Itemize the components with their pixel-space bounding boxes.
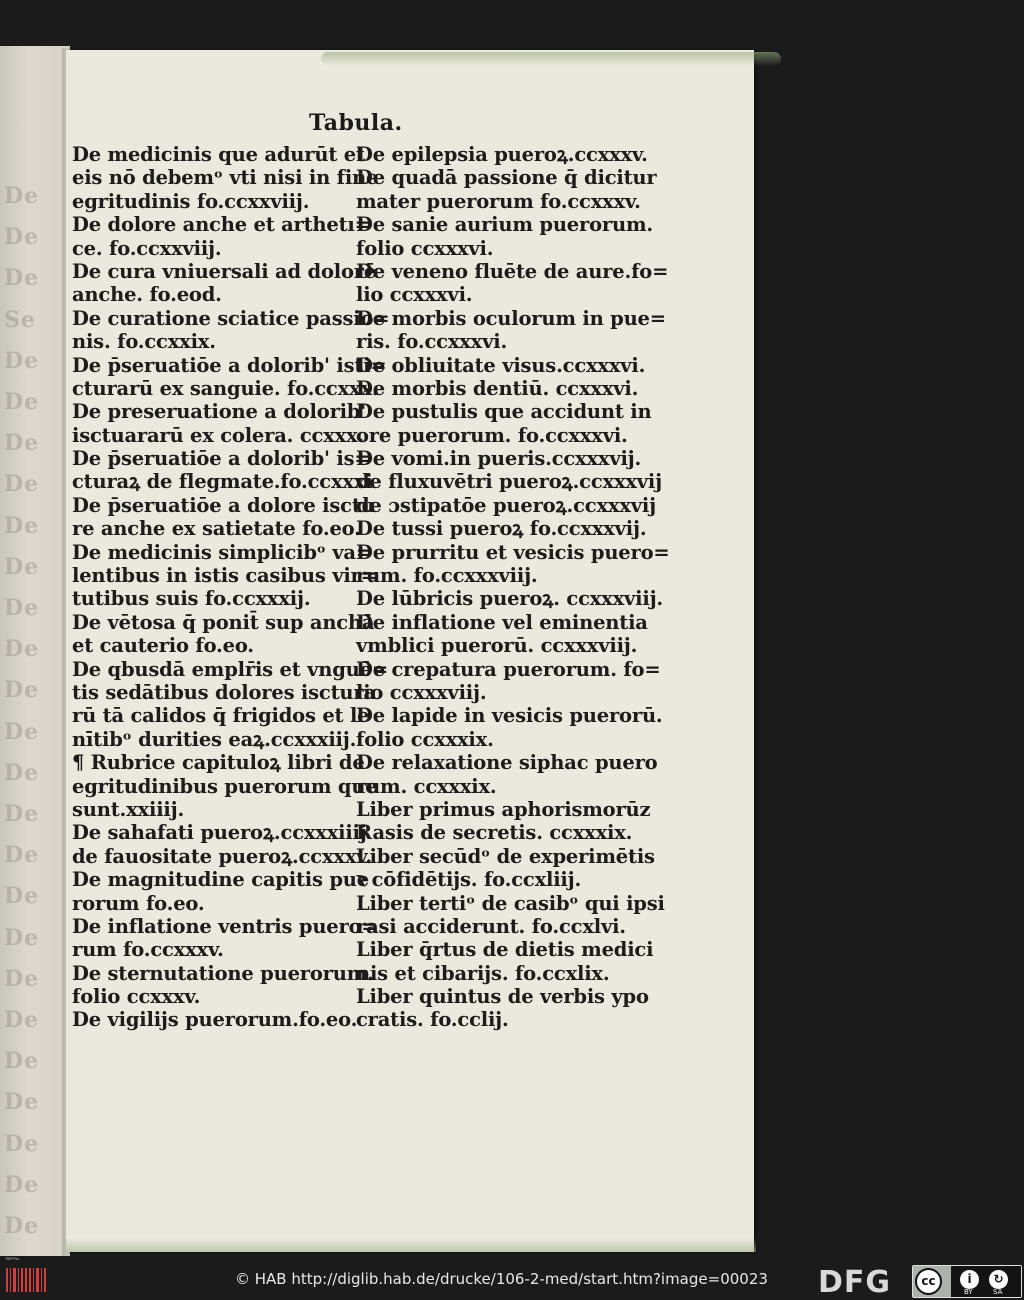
dfg-logo[interactable]: DFG [818, 1265, 892, 1300]
toc-entry-line: De morbis dentiū. ccxxxvi. [356, 376, 639, 400]
toc-entry-line: De curatione sciatice passio= [72, 306, 390, 330]
toc-entry-line: rum fo.ccxxxv. [72, 938, 224, 962]
toc-entry-line: De inflatione ventris puero= [72, 914, 378, 938]
toc-entry-line: Liber quintus de verbis ypo [356, 985, 649, 1009]
toc-entry-line: mater puerorum fo.ccxxxv. [356, 189, 641, 213]
toc-entry-line: De obliuitate visus.ccxxxvi. [356, 353, 646, 377]
toc-entry-line: De crepatura puerorum. fo= [356, 657, 661, 681]
toc-entry-line: et cauterio fo.eo. [72, 634, 254, 658]
toc-entry-line: De magnitudine capitis pue [72, 868, 369, 892]
toc-entry-line: De epilepsia pueroꝝ.ccxxxv. [356, 143, 648, 166]
toc-entry-line: Liber secūdᵒ de experimētis [356, 844, 655, 868]
toc-entry-line: lentibus in istis casibus vir= [72, 564, 377, 588]
toc-entry-line: de fluxuvētri pueroꝝ.ccxxxvij [356, 470, 662, 494]
toc-entry-line: De sternutatione puerorum. [72, 961, 374, 985]
toc-entry-line: De vigilijs puerorum.fo.eo. [72, 1008, 358, 1032]
toc-entry-line: lio ccxxxviij. [356, 680, 487, 704]
toc-entry-line: folio ccxxxvi. [356, 236, 494, 260]
toc-entry-line: De preseruatione a dolorib' [72, 400, 367, 424]
toc-entry-line: rū tā calidos q̄ frigidos et le [72, 704, 370, 728]
toc-entry-line: cturaꝝ de flegmate.fo.ccxxxi [72, 470, 373, 494]
toc-entry-line: De relaxatione siphac puero [356, 751, 658, 775]
toc-entry-line: Liber tertiᵒ de casibᵒ qui ipsi [356, 891, 665, 915]
copyright-link[interactable]: © HAB http://diglib.hab.de/drucke/106-2-med/start.htm?image=00023 [235, 1270, 768, 1288]
toc-entry-line: De medicinis simplicibᵒ va= [72, 540, 373, 564]
cc-license-icon: cc [915, 1268, 942, 1295]
toc-entry-line: De inflatione vel eminentia [356, 610, 648, 634]
toc-entry-line: De p̄seruatiōe a dolore isctu [72, 493, 375, 517]
share-alike-icon: ↻ [989, 1270, 1008, 1289]
toc-entry-line: Rasis de secretis. ccxxxix. [356, 821, 633, 845]
toc-entry-line: Liber q̄rtus de dietis medici [356, 938, 654, 962]
toc-entry-line: folio ccxxxix. [356, 727, 494, 751]
toc-entry-line: de fauositate pueroꝝ.ccxxxv. [72, 844, 373, 868]
bleed-through-text: De De De Se De De De De De De De De De De De De De De De De De De De De De De [4, 183, 40, 1240]
toc-entry-line: ris. fo.ccxxxvi. [356, 330, 508, 354]
toc-entry-line: tutibus suis fo.ccxxxij. [72, 587, 311, 611]
toc-entry-line: rorum fo.eo. [72, 891, 205, 915]
toc-entry-line: isctuararū ex colera. ccxxx. [72, 423, 365, 447]
toc-entry-line: cratis. fo.cclij. [356, 1008, 509, 1032]
toc-entry-line: re anche ex satietate fo.eo. [72, 517, 361, 541]
toc-entry-line: ce. fo.ccxxviij. [72, 236, 222, 260]
toc-entry-line: anche. fo.eod. [72, 283, 222, 307]
toc-entry-line: De cura vniuersali ad dolorē [72, 259, 377, 283]
toc-entry-line: De dolore anche et arthetı= [72, 213, 371, 237]
toc-entry-line: De qbusdā emplr̄is et vnguē= [72, 657, 388, 681]
cc-license-badge[interactable] [912, 1265, 1022, 1298]
toc-entry-line: nis et cibarijs. fo.ccxlix. [356, 961, 610, 985]
toc-entry-line: folio ccxxxv. [72, 985, 201, 1009]
toc-entry-line: cturarū ex sanguie. fo.ccxxx. [72, 376, 379, 400]
toc-entry-line: De morbis oculorum in pue= [356, 306, 666, 330]
toc-entry-line: egritudinibus puerorum que [72, 774, 378, 798]
table-of-contents-right-column [356, 143, 670, 1032]
toc-entry-line: De pustulis que accidunt in [356, 400, 652, 424]
toc-entry-line: ¶ Rubrice capituloꝝ libri de [72, 751, 365, 775]
toc-entry-line: De lapide in vesicis puerorū. [356, 704, 663, 728]
toc-entry-line: nītibᵒ durities eaꝝ.ccxxxiij. [72, 727, 357, 751]
toc-entry-line: De vētosa q̄ ponit̄ sup anchā [72, 610, 375, 634]
page-title: Tabula. [309, 110, 403, 136]
toc-entry-line: nis. fo.ccxxix. [72, 330, 216, 354]
toc-entry-line: ore puerorum. fo.ccxxxvi. [356, 423, 628, 447]
page-stain-top [321, 52, 781, 66]
toc-entry-line: De medicinis que adurūt et [72, 143, 365, 166]
toc-entry-line: De sahafati pueroꝝ.ccxxxiiij [72, 821, 367, 845]
toc-entry-line: lio ccxxxvi. [356, 283, 473, 307]
toc-entry-line: De vomi.in pueris.ccxxxvij. [356, 447, 642, 471]
toc-entry-line: tis sedātibus dolores isctura [72, 680, 376, 704]
toc-entry-line: De sanie aurium puerorum. [356, 213, 653, 237]
toc-entry-line: de ɔstipatōe pueroꝝ.ccxxxvij [356, 493, 656, 517]
toc-entry-line: sunt.xxiiij. [72, 797, 185, 821]
page-stain-bottom [66, 1238, 756, 1252]
toc-entry-line: De veneno fluēte de aure.fo= [356, 259, 669, 283]
toc-entry-line: De prurritu et vesicis puero= [356, 540, 670, 564]
toc-entry-line: ꝛ cōfidētijs. fo.ccxliij. [356, 868, 582, 892]
toc-entry-line: De tussi pueroꝝ fo.ccxxxvij. [356, 517, 647, 541]
toc-entry-line: rum. fo.ccxxxviij. [356, 564, 538, 588]
toc-entry-line: rasi acciderunt. fo.ccxlvi. [356, 914, 626, 938]
toc-entry-line: De quadā passione q̄ dicitur [356, 166, 657, 190]
previous-page-edge [0, 46, 70, 1256]
attribution-icon: i [960, 1270, 979, 1289]
scanned-page [66, 50, 754, 1252]
toc-entry-line: eis nō debemᵒ vti nisi in fine [72, 166, 379, 190]
toc-entry-line: De p̄seruatiōe a dolorib' is= [72, 447, 371, 471]
toc-entry-line: vmblici puerorū. ccxxxviij. [356, 634, 638, 658]
toc-entry-line: rum. ccxxxix. [356, 774, 497, 798]
license-sa-label: SA [993, 1288, 1003, 1296]
table-of-contents-left-column [72, 143, 390, 1032]
viewer-footer [0, 1260, 1024, 1300]
license-by-label: BY [964, 1288, 973, 1296]
barcode-logo-icon[interactable] [6, 1268, 46, 1292]
toc-entry-line: egritudinis fo.ccxxviij. [72, 189, 310, 213]
toc-entry-line: Liber primus aphorismorūz [356, 797, 651, 821]
toc-entry-line: De lūbricis pueroꝝ. ccxxxviij. [356, 587, 664, 611]
toc-entry-line: De p̄seruatiōe a dolorib' isti= [72, 353, 387, 377]
